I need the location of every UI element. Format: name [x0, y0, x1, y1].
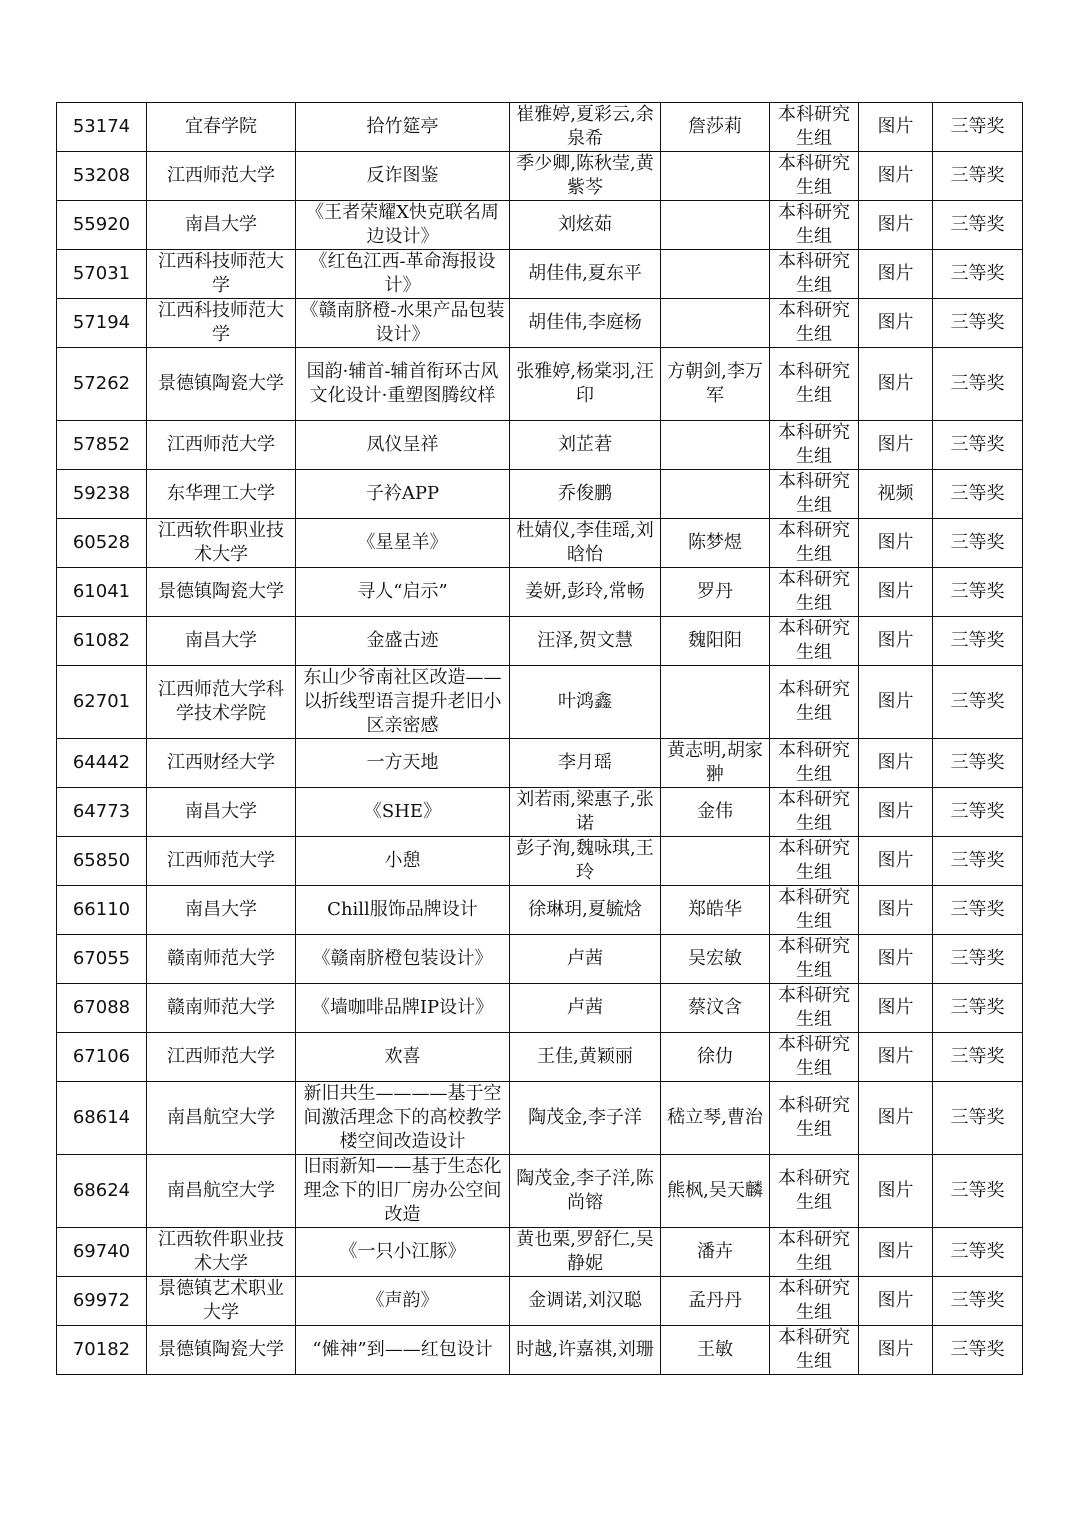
cell-id: 64773	[57, 788, 147, 837]
cell-group: 本科研究生组	[770, 739, 859, 788]
cell-type: 图片	[859, 103, 933, 152]
table-row	[57, 519, 1023, 568]
cell-advisor: 孟丹丹	[661, 1277, 770, 1326]
cell-advisor: 熊枫,吴天麟	[661, 1155, 770, 1228]
cell-type: 图片	[859, 1082, 933, 1155]
cell-type: 图片	[859, 421, 933, 470]
cell-group: 本科研究生组	[770, 1155, 859, 1228]
cell-advisor: 罗丹	[661, 568, 770, 617]
table-row	[57, 568, 1023, 617]
cell-type: 图片	[859, 152, 933, 201]
cell-award: 三等奖	[933, 1228, 1023, 1277]
table-row	[57, 788, 1023, 837]
cell-school: 江西师范大学	[147, 837, 296, 886]
table-row	[57, 837, 1023, 886]
cell-award: 三等奖	[933, 348, 1023, 421]
cell-award: 三等奖	[933, 568, 1023, 617]
cell-id: 57031	[57, 250, 147, 299]
cell-award: 三等奖	[933, 1155, 1023, 1228]
table-row	[57, 348, 1023, 421]
cell-school: 景德镇艺术职业大学	[147, 1277, 296, 1326]
cell-work: 《王者荣耀X快克联名周边设计》	[296, 201, 510, 250]
cell-work: 小憩	[296, 837, 510, 886]
cell-group: 本科研究生组	[770, 984, 859, 1033]
cell-authors: 陶茂金,李子洋,陈尚镕	[510, 1155, 661, 1228]
cell-group: 本科研究生组	[770, 103, 859, 152]
cell-group: 本科研究生组	[770, 886, 859, 935]
cell-award: 三等奖	[933, 299, 1023, 348]
cell-award: 三等奖	[933, 250, 1023, 299]
cell-work: 《赣南脐橙-水果产品包装设计》	[296, 299, 510, 348]
cell-advisor: 徐仂	[661, 1033, 770, 1082]
cell-authors: 彭子洵,魏咏琪,王玲	[510, 837, 661, 886]
cell-work: 反诈图鉴	[296, 152, 510, 201]
cell-type: 图片	[859, 519, 933, 568]
cell-work: 《一只小江豚》	[296, 1228, 510, 1277]
cell-work: 欢喜	[296, 1033, 510, 1082]
cell-award: 三等奖	[933, 421, 1023, 470]
cell-id: 57852	[57, 421, 147, 470]
cell-school: 江西软件职业技术大学	[147, 519, 296, 568]
cell-school: 江西师范大学科学技术学院	[147, 666, 296, 739]
cell-advisor: 陈梦煜	[661, 519, 770, 568]
cell-work: 凤仪呈祥	[296, 421, 510, 470]
cell-group: 本科研究生组	[770, 1228, 859, 1277]
cell-advisor	[661, 201, 770, 250]
cell-award: 三等奖	[933, 1033, 1023, 1082]
cell-award: 三等奖	[933, 519, 1023, 568]
table-row	[57, 201, 1023, 250]
cell-authors: 刘炫茹	[510, 201, 661, 250]
cell-authors: 杜婧仪,李佳瑶,刘晗怡	[510, 519, 661, 568]
cell-authors: 胡佳伟,李庭杨	[510, 299, 661, 348]
cell-award: 三等奖	[933, 739, 1023, 788]
cell-school: 江西财经大学	[147, 739, 296, 788]
cell-school: 宜春学院	[147, 103, 296, 152]
cell-award: 三等奖	[933, 935, 1023, 984]
cell-type: 图片	[859, 1155, 933, 1228]
table-row	[57, 666, 1023, 739]
cell-work: 新旧共生————基于空间激活理念下的高校教学楼空间改造设计	[296, 1082, 510, 1155]
table-row	[57, 1228, 1023, 1277]
cell-work: 《声韵》	[296, 1277, 510, 1326]
cell-school: 南昌大学	[147, 617, 296, 666]
table-row	[57, 617, 1023, 666]
cell-work: “傩神”到——红包设计	[296, 1326, 510, 1375]
cell-advisor: 王敏	[661, 1326, 770, 1375]
cell-award: 三等奖	[933, 837, 1023, 886]
table-row	[57, 886, 1023, 935]
cell-school: 江西师范大学	[147, 421, 296, 470]
cell-work: 《SHE》	[296, 788, 510, 837]
cell-school: 江西科技师范大学	[147, 299, 296, 348]
cell-work: Chill服饰品牌设计	[296, 886, 510, 935]
cell-award: 三等奖	[933, 666, 1023, 739]
cell-id: 57194	[57, 299, 147, 348]
cell-authors: 刘芷莙	[510, 421, 661, 470]
cell-advisor	[661, 421, 770, 470]
cell-type: 图片	[859, 1228, 933, 1277]
cell-group: 本科研究生组	[770, 299, 859, 348]
table-row	[57, 1033, 1023, 1082]
cell-group: 本科研究生组	[770, 1326, 859, 1375]
table-row	[57, 1326, 1023, 1375]
cell-advisor: 嵇立琴,曹治	[661, 1082, 770, 1155]
cell-type: 图片	[859, 201, 933, 250]
table-row	[57, 250, 1023, 299]
table-row	[57, 1082, 1023, 1155]
cell-school: 江西师范大学	[147, 152, 296, 201]
cell-work: 《红色江西-革命海报设计》	[296, 250, 510, 299]
cell-id: 68624	[57, 1155, 147, 1228]
cell-type: 图片	[859, 788, 933, 837]
cell-work: 拾竹筵亭	[296, 103, 510, 152]
cell-id: 70182	[57, 1326, 147, 1375]
cell-id: 55920	[57, 201, 147, 250]
cell-group: 本科研究生组	[770, 935, 859, 984]
cell-advisor	[661, 152, 770, 201]
cell-authors: 叶鸿鑫	[510, 666, 661, 739]
cell-advisor: 方朝剑,李万军	[661, 348, 770, 421]
cell-id: 57262	[57, 348, 147, 421]
cell-group: 本科研究生组	[770, 788, 859, 837]
table-row	[57, 984, 1023, 1033]
cell-work: 《墙咖啡品牌IP设计》	[296, 984, 510, 1033]
cell-advisor: 詹莎莉	[661, 103, 770, 152]
cell-group: 本科研究生组	[770, 666, 859, 739]
cell-advisor	[661, 470, 770, 519]
cell-authors: 季少卿,陈秋莹,黄紫芩	[510, 152, 661, 201]
cell-authors: 金调诺,刘汉聪	[510, 1277, 661, 1326]
cell-advisor	[661, 299, 770, 348]
cell-id: 66110	[57, 886, 147, 935]
cell-award: 三等奖	[933, 788, 1023, 837]
table-row	[57, 739, 1023, 788]
cell-work: 子衿APP	[296, 470, 510, 519]
cell-school: 赣南师范大学	[147, 935, 296, 984]
cell-type: 图片	[859, 1033, 933, 1082]
cell-id: 64442	[57, 739, 147, 788]
cell-id: 67106	[57, 1033, 147, 1082]
cell-id: 67055	[57, 935, 147, 984]
cell-group: 本科研究生组	[770, 348, 859, 421]
cell-group: 本科研究生组	[770, 470, 859, 519]
cell-school: 景德镇陶瓷大学	[147, 568, 296, 617]
cell-work: 东山少爷南社区改造——以折线型语言提升老旧小区亲密感	[296, 666, 510, 739]
cell-school: 江西软件职业技术大学	[147, 1228, 296, 1277]
cell-authors: 汪泽,贺文慧	[510, 617, 661, 666]
cell-group: 本科研究生组	[770, 250, 859, 299]
cell-authors: 卢茜	[510, 935, 661, 984]
cell-type: 图片	[859, 568, 933, 617]
cell-id: 62701	[57, 666, 147, 739]
cell-advisor: 潘卉	[661, 1228, 770, 1277]
cell-school: 南昌大学	[147, 788, 296, 837]
table-row	[57, 1155, 1023, 1228]
cell-school: 景德镇陶瓷大学	[147, 348, 296, 421]
cell-id: 61041	[57, 568, 147, 617]
cell-id: 65850	[57, 837, 147, 886]
cell-advisor: 金伟	[661, 788, 770, 837]
cell-work: 《赣南脐橙包装设计》	[296, 935, 510, 984]
table-row	[57, 421, 1023, 470]
cell-award: 三等奖	[933, 886, 1023, 935]
table-row	[57, 299, 1023, 348]
cell-authors: 胡佳伟,夏东平	[510, 250, 661, 299]
cell-school: 南昌大学	[147, 201, 296, 250]
cell-group: 本科研究生组	[770, 152, 859, 201]
cell-advisor: 吴宏敏	[661, 935, 770, 984]
awards-table-body	[57, 103, 1023, 1375]
cell-id: 68614	[57, 1082, 147, 1155]
cell-id: 53208	[57, 152, 147, 201]
cell-school: 赣南师范大学	[147, 984, 296, 1033]
cell-school: 南昌航空大学	[147, 1082, 296, 1155]
cell-id: 69740	[57, 1228, 147, 1277]
cell-work: 《星星羊》	[296, 519, 510, 568]
cell-group: 本科研究生组	[770, 201, 859, 250]
cell-advisor	[661, 250, 770, 299]
cell-authors: 乔俊鹏	[510, 470, 661, 519]
cell-school: 东华理工大学	[147, 470, 296, 519]
cell-advisor	[661, 837, 770, 886]
cell-advisor	[661, 666, 770, 739]
cell-id: 67088	[57, 984, 147, 1033]
cell-school: 南昌大学	[147, 886, 296, 935]
cell-id: 69972	[57, 1277, 147, 1326]
cell-award: 三等奖	[933, 103, 1023, 152]
table-row	[57, 1277, 1023, 1326]
cell-authors: 王佳,黄颖丽	[510, 1033, 661, 1082]
cell-type: 图片	[859, 299, 933, 348]
cell-authors: 黄也栗,罗舒仁,吴静妮	[510, 1228, 661, 1277]
cell-work: 一方天地	[296, 739, 510, 788]
cell-group: 本科研究生组	[770, 1082, 859, 1155]
cell-work: 国韵·辅首-辅首衔环古风文化设计·重塑图腾纹样	[296, 348, 510, 421]
cell-advisor: 蔡汶含	[661, 984, 770, 1033]
cell-type: 图片	[859, 1277, 933, 1326]
cell-authors: 崔雅婷,夏彩云,余泉希	[510, 103, 661, 152]
cell-award: 三等奖	[933, 152, 1023, 201]
cell-type: 图片	[859, 935, 933, 984]
table-row	[57, 152, 1023, 201]
cell-group: 本科研究生组	[770, 1277, 859, 1326]
cell-award: 三等奖	[933, 617, 1023, 666]
cell-id: 61082	[57, 617, 147, 666]
cell-group: 本科研究生组	[770, 568, 859, 617]
table-row	[57, 103, 1023, 152]
cell-award: 三等奖	[933, 1082, 1023, 1155]
cell-authors: 卢茜	[510, 984, 661, 1033]
cell-type: 图片	[859, 984, 933, 1033]
cell-type: 视频	[859, 470, 933, 519]
cell-work: 旧雨新知——基于生态化理念下的旧厂房办公空间改造	[296, 1155, 510, 1228]
table-row	[57, 470, 1023, 519]
cell-type: 图片	[859, 666, 933, 739]
cell-type: 图片	[859, 348, 933, 421]
cell-type: 图片	[859, 739, 933, 788]
cell-type: 图片	[859, 837, 933, 886]
cell-award: 三等奖	[933, 201, 1023, 250]
cell-authors: 刘若雨,梁惠子,张诺	[510, 788, 661, 837]
cell-school: 江西师范大学	[147, 1033, 296, 1082]
cell-group: 本科研究生组	[770, 617, 859, 666]
cell-type: 图片	[859, 886, 933, 935]
cell-group: 本科研究生组	[770, 1033, 859, 1082]
cell-award: 三等奖	[933, 984, 1023, 1033]
cell-group: 本科研究生组	[770, 519, 859, 568]
cell-authors: 徐琳玥,夏毓焓	[510, 886, 661, 935]
cell-advisor: 郑皓华	[661, 886, 770, 935]
cell-authors: 张雅婷,杨棠羽,汪印	[510, 348, 661, 421]
cell-type: 图片	[859, 250, 933, 299]
cell-authors: 陶茂金,李子洋	[510, 1082, 661, 1155]
cell-id: 59238	[57, 470, 147, 519]
cell-authors: 李月瑶	[510, 739, 661, 788]
cell-type: 图片	[859, 1326, 933, 1375]
cell-authors: 姜妍,彭玲,常畅	[510, 568, 661, 617]
cell-work: 金盛古迹	[296, 617, 510, 666]
cell-id: 53174	[57, 103, 147, 152]
cell-id: 60528	[57, 519, 147, 568]
cell-work: 寻人“启示”	[296, 568, 510, 617]
cell-advisor: 魏阳阳	[661, 617, 770, 666]
cell-authors: 时越,许嘉祺,刘珊	[510, 1326, 661, 1375]
cell-award: 三等奖	[933, 1277, 1023, 1326]
cell-school: 南昌航空大学	[147, 1155, 296, 1228]
cell-school: 江西科技师范大学	[147, 250, 296, 299]
table-row	[57, 935, 1023, 984]
cell-school: 景德镇陶瓷大学	[147, 1326, 296, 1375]
awards-table	[56, 102, 1023, 1375]
cell-group: 本科研究生组	[770, 837, 859, 886]
cell-type: 图片	[859, 617, 933, 666]
cell-group: 本科研究生组	[770, 421, 859, 470]
cell-advisor: 黄志明,胡家翀	[661, 739, 770, 788]
cell-award: 三等奖	[933, 470, 1023, 519]
cell-award: 三等奖	[933, 1326, 1023, 1375]
